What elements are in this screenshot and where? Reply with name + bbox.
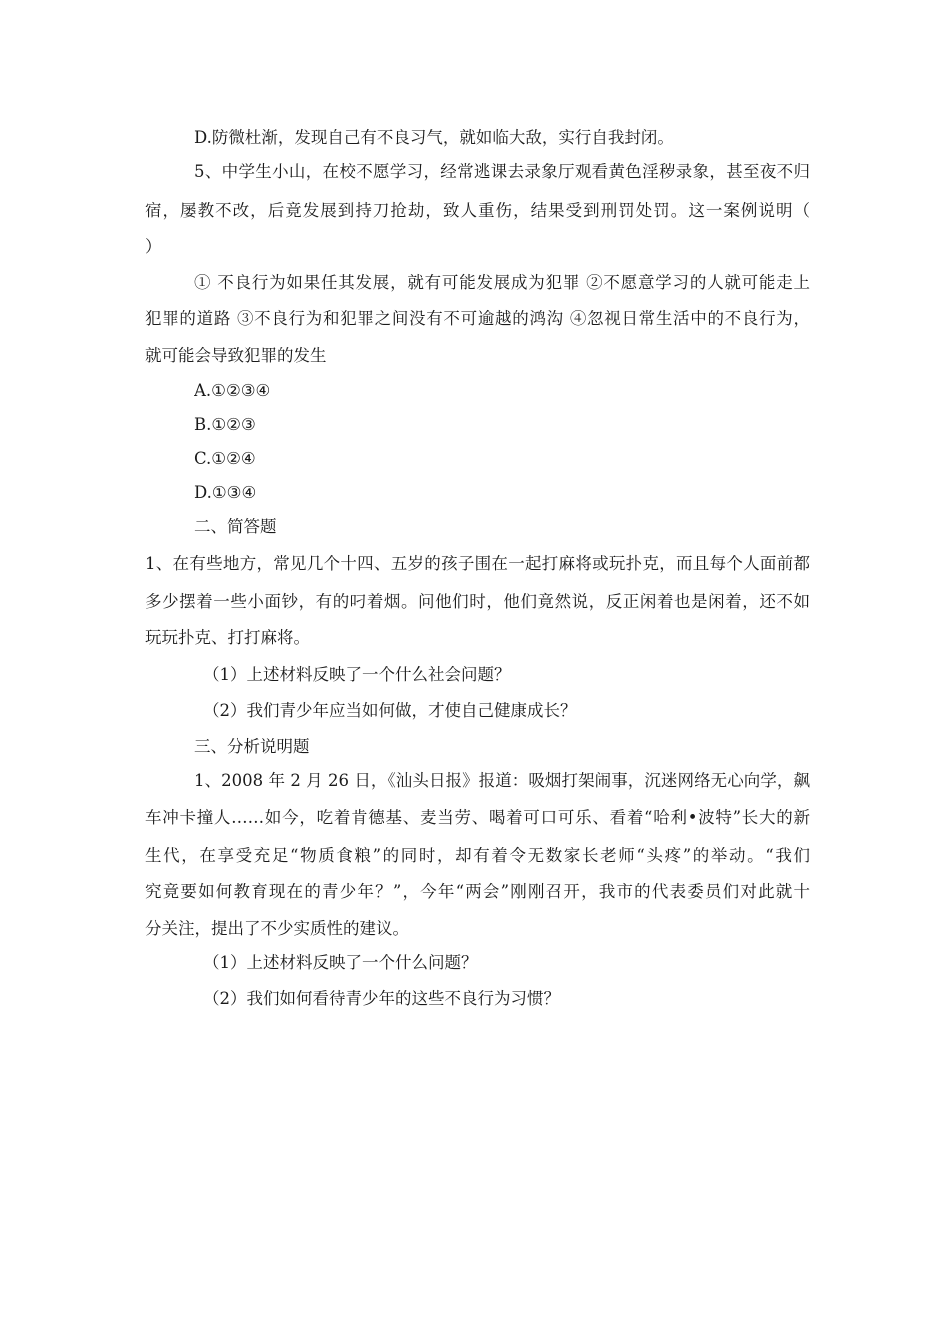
q5-statement-line-1: ① 不良行为如果任其发展，就有可能发展成为犯罪 ②不愿意学习的人就可能走上 bbox=[194, 273, 810, 292]
s3-q1-sub-2: （2）我们如何看待青少年的这些不良行为习惯？ bbox=[203, 989, 560, 1008]
s3-q1-line-4: 究竟要如何教育现在的青少年？”，今年“两会”刚刚召开，我市的代表委员们对此就十 bbox=[145, 882, 810, 901]
q5-statement-line-2: 犯罪的道路 ③不良行为和犯罪之间没有不可逾越的鸿沟 ④忽视日常生活中的不良行为， bbox=[145, 309, 810, 328]
s2-q1-line-1: 1、在有些地方，常见几个十四、五岁的孩子围在一起打麻将或玩扑克，而且每个人面前都 bbox=[145, 554, 810, 573]
s2-q1-sub-2: （2）我们青少年应当如何做，才使自己健康成长？ bbox=[203, 701, 577, 720]
q5-statement-line-3: 就可能会导致犯罪的发生 bbox=[145, 346, 327, 365]
q5-option-b: B.①②③ bbox=[194, 415, 256, 434]
q5-option-c: C.①②④ bbox=[194, 449, 256, 468]
q5-option-a: A.①②③④ bbox=[194, 381, 271, 400]
s2-q1-sub-1: （1）上述材料反映了一个什么社会问题？ bbox=[203, 665, 511, 684]
q5-stem-line-1: 5、中学生小山，在校不愿学习，经常逃课去录象厅观看黄色淫秽录象，甚至夜不归 bbox=[194, 162, 810, 181]
q5-stem-line-3: ） bbox=[145, 237, 162, 256]
s3-q1-line-1: 1、2008 年 2 月 26 日，《汕头日报》报道：吸烟打架闹事，沉迷网络无心向学，飙 bbox=[194, 771, 810, 790]
s2-q1-line-2: 多少摆着一些小面钞，有的叼着烟。问他们时，他们竟然说，反正闲着也是闲着，还不如 bbox=[145, 592, 810, 611]
s3-q1-line-2: 车冲卡撞人……如今，吃着肯德基、麦当劳、喝着可口可乐、看着“哈利•波特”长大的新 bbox=[145, 808, 810, 827]
s3-q1-sub-1: （1）上述材料反映了一个什么问题？ bbox=[203, 953, 478, 972]
q5-option-d: D.①③④ bbox=[194, 483, 257, 502]
s3-q1-line-3: 生代，在享受充足“物质食粮”的同时，却有着令无数家长老师“头疼”的举动。“我们 bbox=[145, 846, 810, 865]
section3-heading: 三、分析说明题 bbox=[194, 737, 310, 756]
q4-option-d: D.防微杜渐，发现自己有不良习气，就如临大敌，实行自我封闭。 bbox=[194, 128, 674, 147]
q5-stem-line-2: 宿，屡教不改，后竟发展到持刀抢劫，致人重伤，结果受到刑罚处罚。这一案例说明（ bbox=[145, 201, 810, 220]
s3-q1-line-5: 分关注，提出了不少实质性的建议。 bbox=[145, 919, 409, 938]
section2-heading: 二、简答题 bbox=[194, 517, 277, 536]
s2-q1-line-3: 玩玩扑克、打打麻将。 bbox=[145, 628, 310, 647]
